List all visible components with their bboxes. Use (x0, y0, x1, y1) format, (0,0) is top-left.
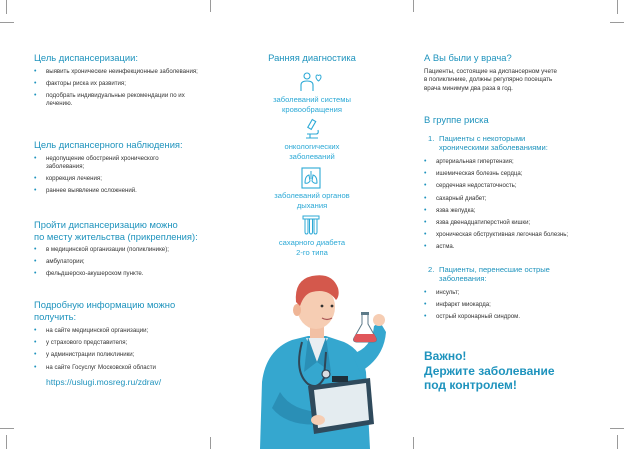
crop-mark (0, 22, 14, 23)
list-item: • выявить хронические неинфекционные заболевания; (34, 68, 199, 76)
where-list (34, 246, 169, 283)
observation-list (34, 155, 194, 199)
diag-label-diabetes: сахарного диабета 2-го типа (278, 238, 346, 257)
diag-label-oncology: онкологических заболеваний (284, 142, 340, 161)
question-text: Пациенты, состоящие на диспансерном учете в поликлинике, должны регулярно посещать врача минимум два раза в год. (424, 68, 557, 92)
chronic-diseases-list (424, 158, 568, 256)
section-title-dispanserization-goal: Цель диспансеризации: (34, 52, 138, 63)
diag-label-circulatory: заболеваний системы кровообращения (273, 95, 351, 114)
list-item: • фельдшерско-акушерском пункте. (34, 270, 169, 278)
section-title-observation-goal: Цель диспансерного наблюдения: (34, 139, 183, 150)
list-item: • коррекция лечения; (34, 175, 194, 183)
list-item: • раннее выявление осложнений. (34, 187, 194, 195)
list-item: • острый коронарный синдром. (424, 313, 520, 321)
info-list (34, 327, 156, 376)
crop-mark (617, 435, 618, 449)
list-item: • амбулатории; (34, 258, 169, 266)
list-item: • недопущение обострений хронического заболевания; (34, 155, 194, 170)
list-item: • сердечная недостаточность; (424, 182, 568, 190)
column-right: А Вы были у врача? Пациенты, состоящие на диспансерном учете в поликлинике, должны регулярно посещать врача минимум два раза в год. В группе риска 1. Пациенты с некоторыми хроническими заболеваниями: • артериальная гипертензия; • ишемическая болезнь сердца; • сердечная недостаточность; • сахарный диабет; • язва желудка; • язва двенадцатиперстной кишки; • хроническая обструктивная легочная болезнь; • астма. 2. Пациенты, перенесшие острые заболевания: • инсульт; • инфаркт миокарда; • острый коронарный синдром. Важно! Держите заболевание под контролем! (424, 0, 594, 449)
gosuslugi-link[interactable]: https://uslugi.mosreg.ru/zdrav/ (46, 377, 162, 387)
doctor-illustration (252, 262, 398, 449)
list-item: • у администрации поликлиники; (34, 351, 156, 359)
crop-mark (617, 0, 618, 14)
important-callout: Важно! Держите заболевание под контролем! (424, 349, 555, 393)
list-item: • в медицинской организации (поликлинике); (34, 246, 169, 254)
list-item: • на сайте медицинской организации; (34, 327, 156, 335)
crop-mark (610, 22, 624, 23)
list-item: • на сайте Госуслуг Московской области (34, 364, 156, 372)
list-item: • инфаркт миокарда; (424, 301, 520, 309)
fold-mark (413, 437, 414, 449)
diag-label-respiratory: заболеваний органов дыхания (274, 191, 350, 210)
list-item: • факторы риска их развития; (34, 80, 204, 88)
list-item: • у страхового представителя; (34, 339, 156, 347)
risk-group-title: В группе риска (424, 114, 489, 125)
list-item: • язва двенадцатиперстной кишки; (424, 219, 568, 227)
fold-mark (413, 0, 414, 12)
question-title: А Вы были у врача? (424, 52, 512, 63)
list-item: • язва желудка; (424, 207, 568, 215)
column-left (34, 0, 230, 449)
crop-mark (6, 0, 7, 14)
crop-mark (0, 428, 14, 429)
heart-person-icon (298, 71, 324, 93)
crop-mark (610, 428, 624, 429)
test-tubes-icon (298, 214, 324, 236)
section-title-where: Пройти диспансеризацию можно по месту жительства (прикрепления): (34, 219, 198, 242)
early-diagnostics-title: Ранняя диагностика (268, 52, 356, 63)
section-title-info: Подробную информацию можно получить: (34, 299, 176, 322)
crop-mark (6, 435, 7, 449)
microscope-icon (298, 118, 324, 140)
acute-diseases-list (424, 289, 520, 326)
list-item: • инсульт; (424, 289, 520, 297)
list-item: • ишемическая болезнь сердца; (424, 170, 568, 178)
list-item: • хроническая обструктивная легочная болезнь; (424, 231, 568, 239)
list-item: • сахарный диабет; (424, 195, 568, 203)
list-item: • астма. (424, 243, 568, 251)
list-item: • артериальная гипертензия; (424, 158, 568, 166)
list-item: • подобрать индивидуальные рекомендации по их лечению. (34, 92, 204, 107)
lungs-xray-icon (298, 167, 324, 189)
goal-list (34, 68, 204, 112)
